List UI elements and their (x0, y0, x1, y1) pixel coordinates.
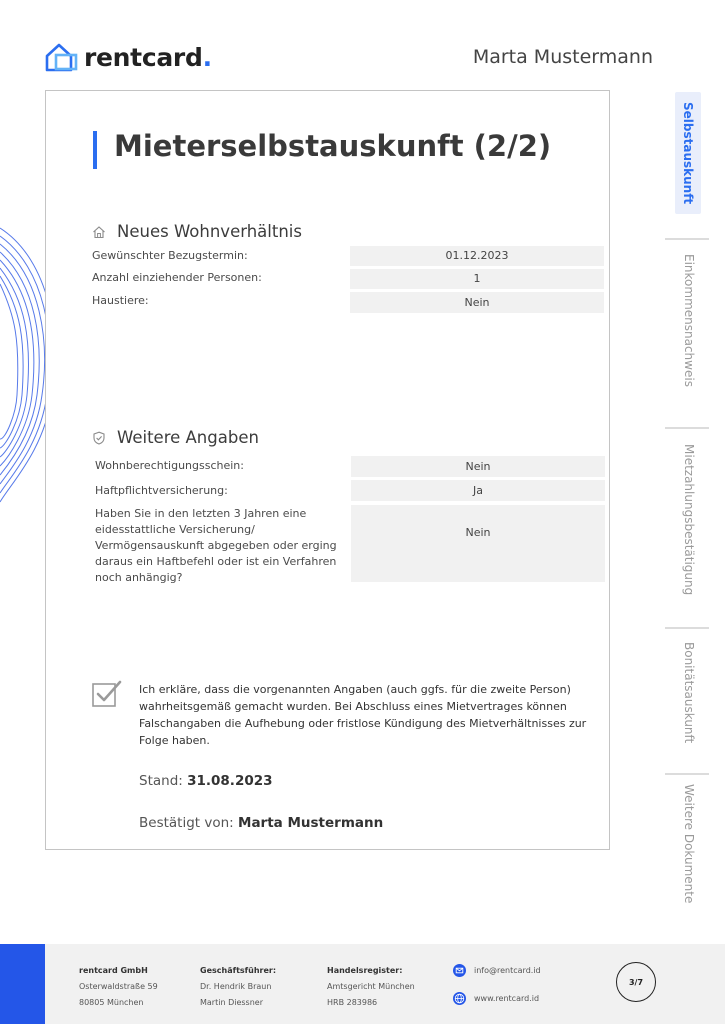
label-affidavit-question: Haben Sie in den letzten 3 Jahren eine eidesstattliche Versicherung/ Vermögensauskunft abgegeben oder erging daraus ein Haftbefehl oder ist ein Verfahren noch anhängig? (95, 507, 337, 584)
page-number: 3/7 (616, 962, 656, 1002)
tab-divider (665, 238, 709, 240)
footer-management-person: Dr. Hendrik Braun (200, 982, 272, 991)
section-title-housing: Neues Wohnverhältnis (117, 222, 302, 241)
stand-date (139, 773, 273, 789)
footer-company-name: rentcard GmbH (79, 966, 148, 975)
label-housing-entitlement: Wohnberechtigungsschein: (95, 459, 244, 472)
title-accent-bar (93, 131, 97, 169)
footer-email[interactable] (453, 964, 541, 977)
rentcard-logo (44, 40, 212, 74)
tab-divider (665, 627, 709, 629)
shield-check-icon (92, 431, 106, 445)
footer-register-heading: Handelsregister: (327, 966, 403, 975)
tab-selbstauskunft[interactable]: Selbstauskunft (675, 92, 701, 214)
checkbox-checked-icon (92, 679, 122, 709)
value-pets: Nein (350, 292, 604, 313)
footer-register (327, 963, 415, 1011)
footer (0, 944, 725, 1024)
footer-management-person: Martin Diessner (200, 998, 263, 1007)
declaration-text: Ich erkläre, dass die vorgenannten Angaben (auch ggfs. für die zweite Person) wahrheitsgemäß gemacht wurden. Bei Abschluss eines Mietvertrages können Falschangaben die Aufhebung oder fristlose Kündigung des Mietverhältnisses zur Folge haben. (139, 683, 587, 747)
footer-management (200, 963, 276, 1011)
header-user-name: Marta Mustermann (472, 46, 653, 68)
tab-mietzahlungsbestaetigung[interactable]: Mietzahlungsbestätigung (682, 444, 696, 596)
value-number-of-persons: 1 (350, 269, 604, 289)
email-icon (453, 964, 466, 977)
tab-weitere-dokumente[interactable]: Weitere Dokumente (682, 784, 696, 904)
label-liability-insurance: Haftpflichtversicherung: (95, 484, 228, 497)
confirmed-by (139, 815, 383, 831)
section-header-housing (92, 222, 302, 241)
footer-email-text[interactable]: info@rentcard.id (474, 966, 541, 975)
section-header-more (92, 428, 259, 447)
stand-value: 31.08.2023 (187, 773, 273, 789)
footer-website[interactable] (453, 992, 539, 1005)
tab-divider (665, 427, 709, 429)
stand-label: Stand: (139, 773, 183, 789)
footer-company-city: 80805 München (79, 998, 144, 1007)
confirmed-label: Bestätigt von: (139, 815, 234, 831)
tab-bonitaetsauskunft[interactable]: Bonitätsauskunft (682, 642, 696, 744)
value-liability-insurance: Ja (351, 480, 605, 501)
label-pets: Haustiere: (92, 294, 149, 307)
footer-accent-bar (0, 944, 45, 1024)
logo-text: rentcard. (84, 42, 212, 72)
footer-register-court: Amtsgericht München (327, 982, 415, 991)
footer-management-heading: Geschäftsführer: (200, 966, 277, 975)
footer-company-street: Osterwaldstraße 59 (79, 982, 158, 991)
tab-divider (665, 773, 709, 775)
page-title: Mieterselbstauskunft (2/2) (114, 129, 552, 163)
footer-register-number: HRB 283986 (327, 998, 378, 1007)
label-number-of-persons: Anzahl einziehender Personen: (92, 271, 262, 284)
footer-website-text[interactable]: www.rentcard.id (474, 994, 540, 1003)
self-disclosure-card (45, 90, 610, 850)
house-logo-icon (44, 41, 80, 73)
confirmed-value: Marta Mustermann (238, 815, 384, 831)
label-move-in-date: Gewünschter Bezugstermin: (92, 249, 248, 262)
value-affidavit-question: Nein (351, 505, 605, 582)
globe-icon (453, 992, 466, 1005)
tab-einkommensnachweis[interactable]: Einkommensnachweis (682, 254, 696, 387)
value-move-in-date: 01.12.2023 (350, 246, 604, 266)
section-title-more: Weitere Angaben (117, 428, 259, 447)
footer-company (79, 963, 158, 1011)
value-housing-entitlement: Nein (351, 456, 605, 477)
house-icon (92, 225, 106, 239)
